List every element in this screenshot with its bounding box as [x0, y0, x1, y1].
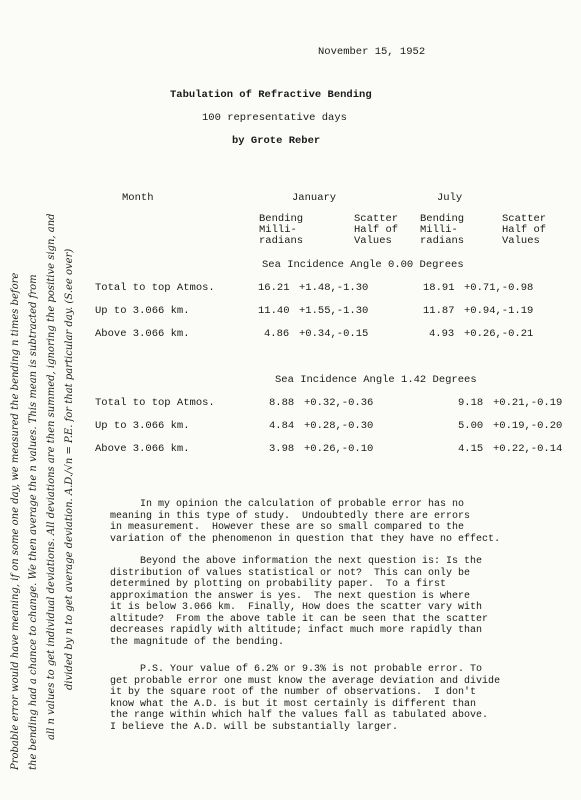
header-jan-bending-3: radians	[259, 235, 304, 247]
letter-date: November 15, 1952	[318, 46, 426, 58]
header-jul-scatter-2: Half of	[502, 224, 547, 236]
section1-heading: Sea Incidence Angle 0.00 Degrees	[262, 259, 464, 271]
header-jan-bending-1: Bending	[259, 213, 304, 225]
document-subtitle: 100 representative days	[202, 112, 347, 124]
header-month: Month	[122, 192, 154, 204]
paragraph-ps: P.S. Your value of 6.2% or 9.3% is not probable error. To get probable error one must know the average deviation and divide it by the square root of the number of observations. I don't know what the A.D. is but it most certainly is different than the range within which half the values fall as tabulated above. I believe the A.D. will be substantially larger.	[110, 664, 501, 733]
paragraph-1: In my opinion the calculation of probable error has no meaning in this type of study. Undoubtedly there are errors in measurement. However these are so small compared to the variation of the phenomenon in question that they have no effect.	[110, 499, 501, 545]
section2-heading: Sea Incidence Angle 1.42 Degrees	[275, 374, 477, 386]
header-jan-scatter-3: Values	[354, 235, 392, 247]
header-jan-bending-2: Milli-	[259, 224, 297, 236]
header-jul-bending-1: Bending	[420, 213, 465, 225]
header-jul-scatter-1: Scatter	[502, 213, 547, 225]
header-jan-scatter-2: Half of	[354, 224, 399, 236]
handwritten-note-line-4: divided by n to get average deviation. A.D./√n = P.E. for that particular day. (S.ee over)	[64, 248, 75, 690]
handwritten-note-line-3: all n values to get individual deviations. All deviations are then summed, ignoring the positive sign, and	[46, 213, 57, 740]
header-jul-bending-2: Milli-	[420, 224, 458, 236]
paragraph-2: Beyond the above information the next question is: Is the distribution of values statistical or not? This can only be determined by plotting on probability paper. To a first approximation the answer is yes. The next question is where it is below 3.066 km. Finally, How does the scatter vary with altitude? From the above table it can be seen that the scatter decreases rapidly with altitude; infact much more rapidly than the magnitude of the bending.	[110, 556, 489, 648]
document-author: by Grote Reber	[232, 135, 321, 147]
handwritten-note-line-2: the bending had a chance to change. We then average the n values. This mean is subtracted from	[28, 274, 39, 770]
header-jul-bending-3: radians	[420, 235, 465, 247]
header-jan-scatter-1: Scatter	[354, 213, 399, 225]
document-title: Tabulation of Refractive Bending	[170, 89, 372, 101]
header-january: January	[292, 192, 337, 204]
header-july: July	[437, 192, 463, 204]
handwritten-note-line-1: Probable error would have meaning, if on some one day, we measured the bending n times before	[10, 272, 21, 770]
header-jul-scatter-3: Values	[502, 235, 540, 247]
